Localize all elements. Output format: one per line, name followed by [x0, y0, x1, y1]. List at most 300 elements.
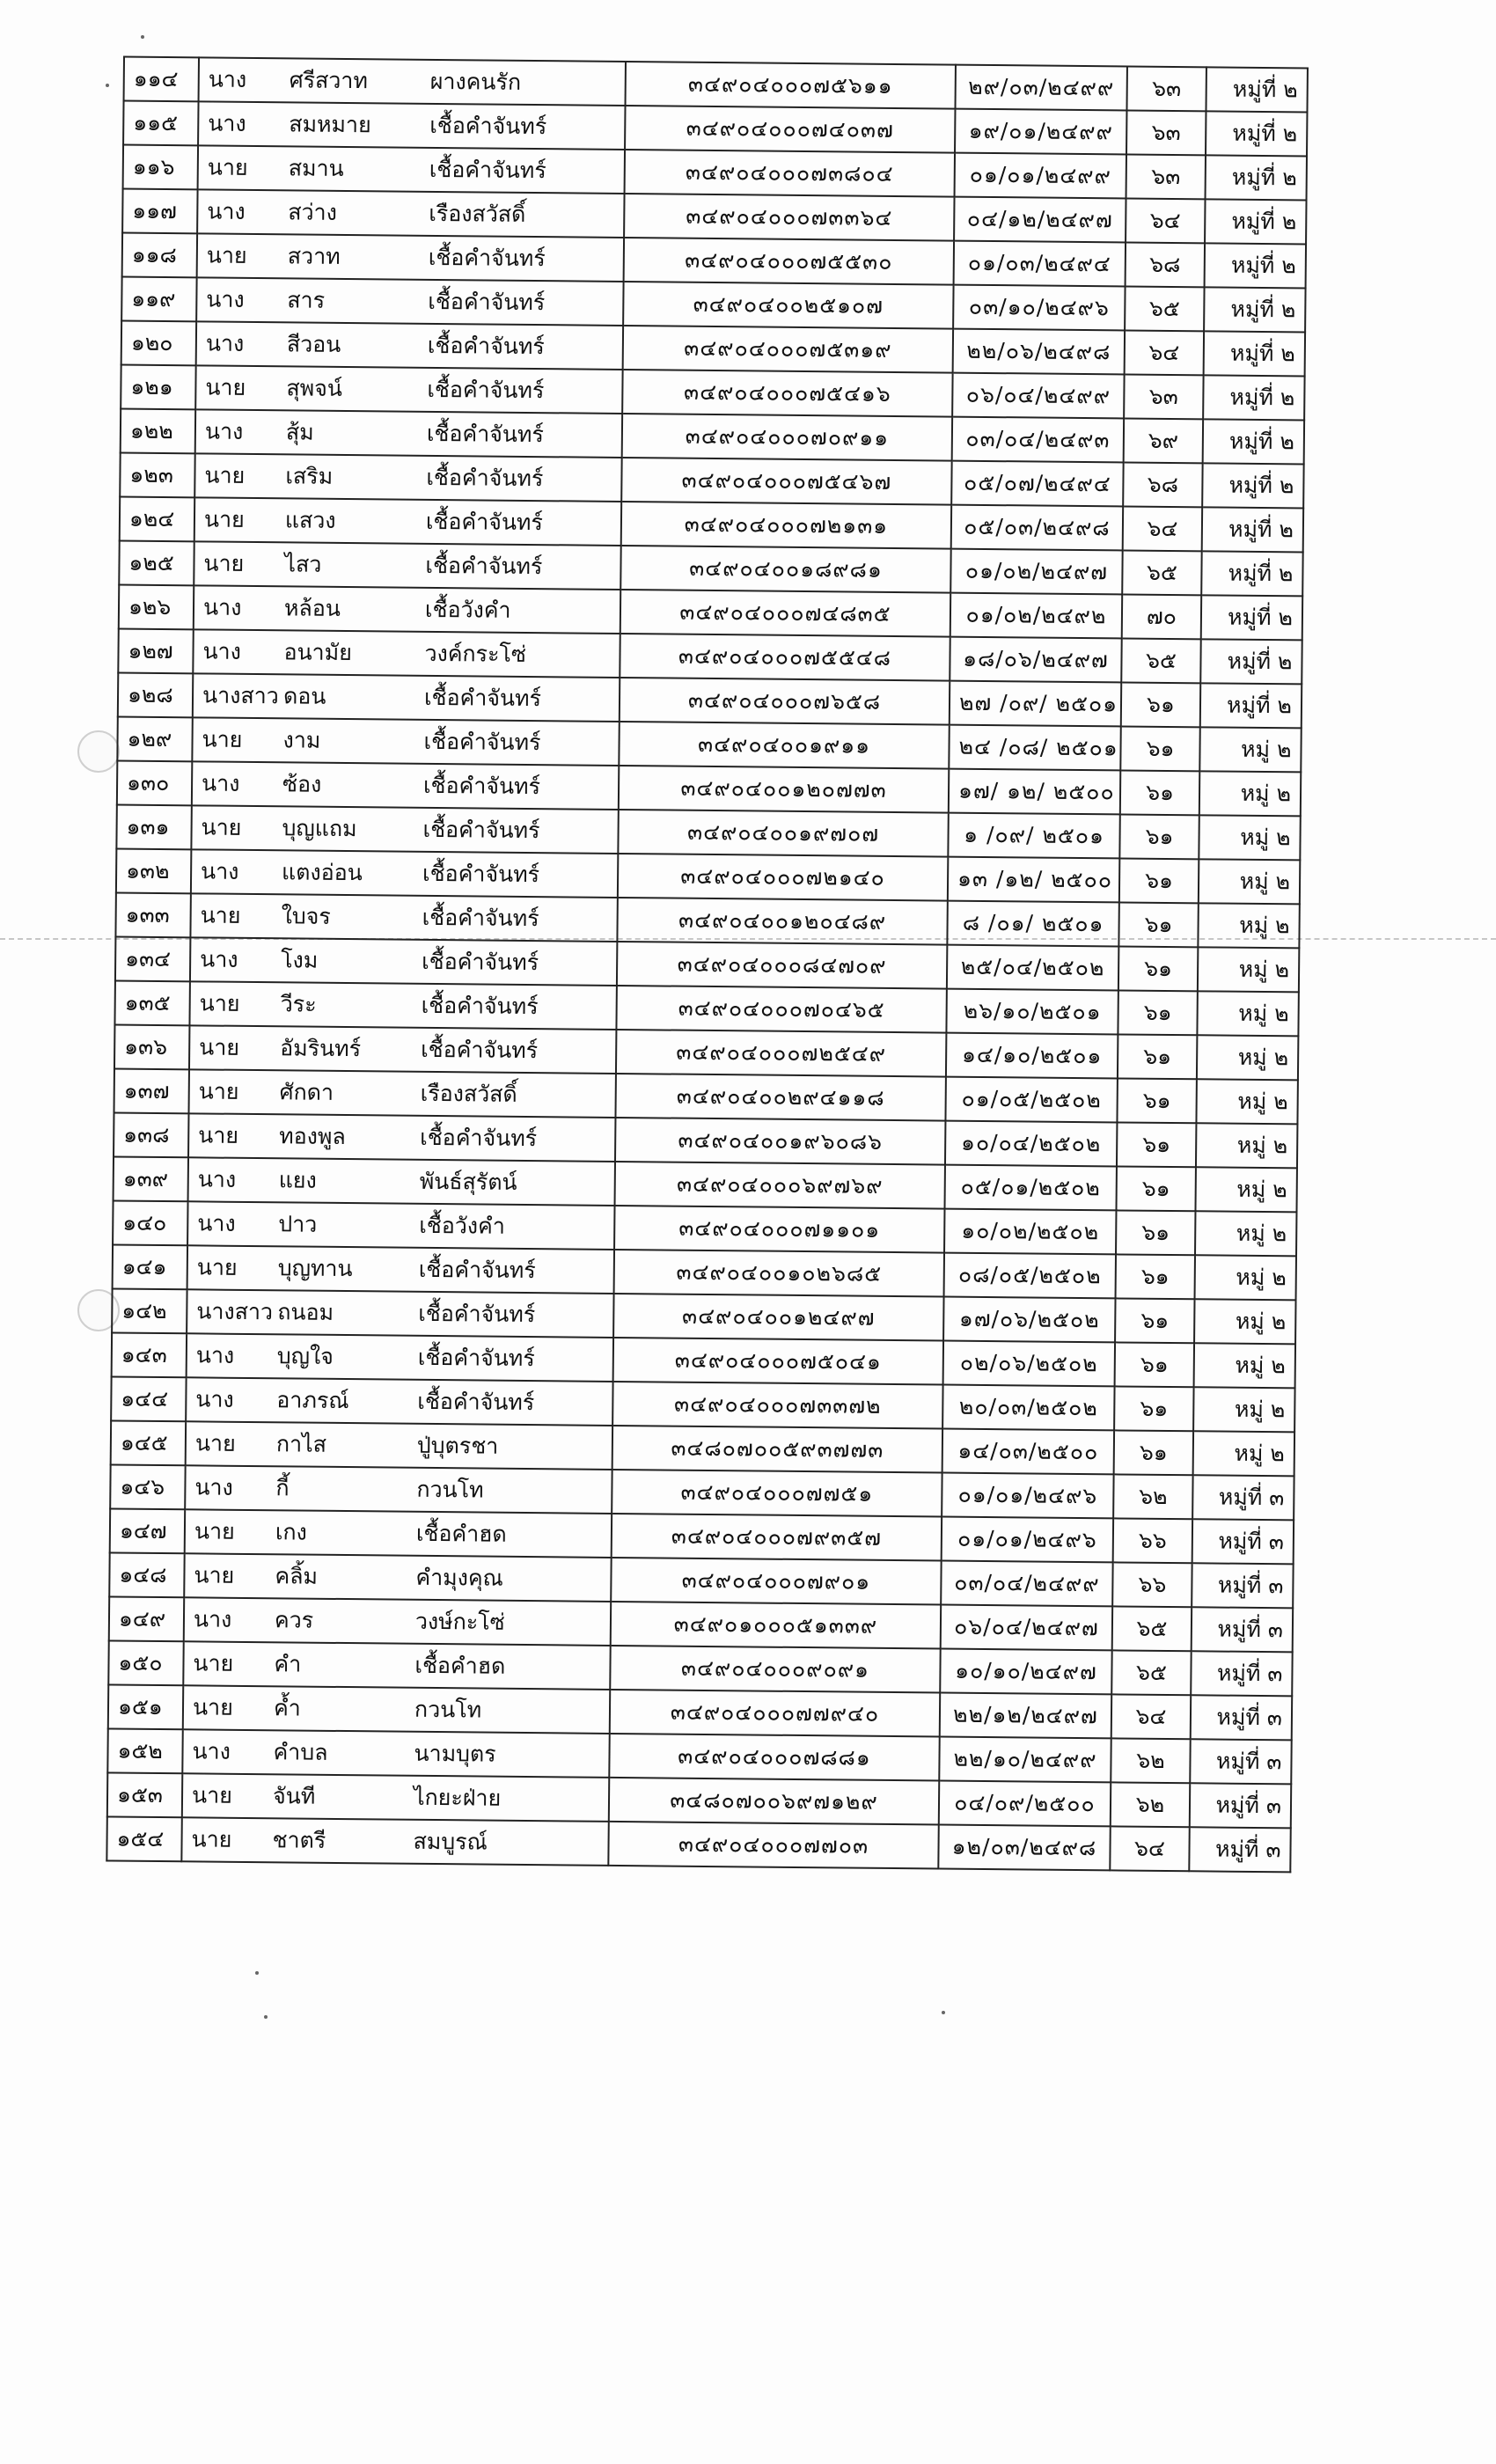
citizen-id: ๓๔๙๐๔๐๐๑๘๙๘๑: [620, 546, 950, 593]
village-number: หมู่ที่ ๒: [1201, 551, 1302, 596]
row-number: ๑๓๐: [117, 761, 192, 806]
village-number: หมู่ที่ ๒: [1203, 419, 1304, 464]
birth-date: ๑๓ /๑๒/ ๒๕๐๐: [948, 857, 1119, 903]
age: ๖๒: [1111, 1782, 1190, 1827]
age: ๖๔: [1125, 330, 1204, 375]
row-number: ๑๔๒: [112, 1288, 187, 1333]
last-name: เชื้อคำจันทร์: [418, 1256, 536, 1284]
name-title: นาย: [194, 1430, 236, 1456]
person-name-cell: [188, 1069, 615, 1118]
village-number: หมู่ที่ ๒: [1206, 111, 1307, 156]
row-number: ๑๕๔: [106, 1816, 181, 1861]
village-number: หมู่ที่ ๓: [1191, 1651, 1292, 1696]
citizen-id: ๓๔๙๐๔๐๐๐๗๕๔๖๗: [621, 458, 951, 505]
age: ๖๕: [1112, 1606, 1192, 1651]
name-title: นาง: [197, 1210, 236, 1236]
last-name: เชื้อคำจันทร์: [421, 1036, 539, 1064]
person-name-cell: [191, 849, 618, 898]
first-name: หล้อน: [283, 595, 341, 621]
name-title: นาย: [204, 462, 246, 488]
age: ๖๑: [1118, 946, 1198, 991]
first-name: เสริม: [285, 463, 334, 489]
row-number: ๑๒๔: [120, 497, 194, 542]
person-name-cell: [192, 761, 619, 810]
birth-date: ๒๒/๑๒/๒๔๙๗: [940, 1693, 1111, 1739]
scan-speck: [106, 84, 109, 87]
name-title: นาง: [195, 1342, 235, 1368]
age: ๖๑: [1117, 1078, 1196, 1123]
age: ๖๑: [1121, 682, 1200, 727]
name-title: นาย: [191, 1826, 232, 1852]
village-number: หมู่ที่ ๒: [1202, 507, 1303, 552]
person-name-cell: [189, 1025, 616, 1074]
age: ๖๑: [1120, 726, 1199, 771]
last-name: เชื้อคำจันทร์: [417, 1344, 535, 1372]
citizen-id: ๓๔๙๐๔๐๐๐๗๒๑๔๐: [618, 854, 948, 901]
last-name: เชื้อคำฮด: [414, 1652, 506, 1679]
name-title: นางสาว: [196, 1298, 274, 1325]
age: ๖๒: [1111, 1738, 1190, 1783]
row-number: ๑๓๑: [116, 805, 191, 850]
name-title: นาย: [198, 1122, 239, 1148]
person-name-cell: [197, 189, 624, 238]
citizen-id: ๓๔๙๐๔๐๐๐๗๔๘๓๕: [620, 590, 950, 637]
name-title: นาง: [207, 198, 246, 224]
village-number: หมู่ ๒: [1195, 1255, 1296, 1300]
village-number: หมู่ที่ ๓: [1192, 1563, 1293, 1608]
name-title: นาง: [201, 858, 239, 884]
village-number: หมู่ ๒: [1195, 1211, 1296, 1256]
citizen-id: ๓๔๙๐๔๐๐๐๗๘๘๑: [609, 1734, 939, 1781]
age: ๖๑: [1119, 858, 1199, 903]
birth-date: ๐๒/๐๖/๒๕๐๒: [943, 1341, 1115, 1387]
name-title: นาย: [199, 990, 240, 1016]
scan-speck: [255, 1971, 259, 1975]
person-name-cell: [189, 981, 616, 1030]
birth-date: ๑๐/๐๒/๒๕๐๒: [944, 1209, 1116, 1255]
person-name-cell: [186, 1377, 612, 1426]
person-name-cell: [190, 937, 617, 986]
first-name: ค้ำ: [273, 1695, 301, 1721]
age: ๖๑: [1116, 1254, 1195, 1299]
row-number: ๑๓๘: [114, 1112, 188, 1157]
last-name: เชื้อคำจันทร์: [427, 376, 545, 404]
person-name-cell: [183, 1685, 610, 1734]
row-number: ๑๔๑: [113, 1244, 187, 1289]
village-number: หมู่ที่ ๓: [1191, 1695, 1292, 1740]
birth-date: ๑ /๐๙/ ๒๕๐๑: [948, 813, 1119, 859]
birth-date: ๘ /๐๑/ ๒๕๐๑: [947, 901, 1118, 947]
name-title: นาง: [202, 594, 242, 620]
row-number: ๑๕๒: [107, 1728, 182, 1773]
age: ๖๖: [1113, 1518, 1192, 1563]
scan-speck: [942, 2011, 945, 2014]
village-number: หมู่ ๒: [1199, 859, 1300, 904]
citizen-id: ๓๔๙๐๔๐๐๐๗๐๙๑๑: [622, 414, 952, 461]
person-name-cell: [194, 453, 621, 502]
birth-date: ๐๓/๑๐/๒๔๙๖: [953, 285, 1125, 331]
person-name-cell: [194, 497, 621, 546]
row-number: ๑๔๔: [111, 1376, 186, 1421]
last-name: วงษ์กะโซ่: [414, 1608, 505, 1635]
person-name-cell: [187, 1289, 613, 1338]
row-number: ๑๓๕: [114, 980, 189, 1025]
last-name: สมบูรณ์: [413, 1828, 488, 1855]
first-name: แสวง: [284, 507, 336, 533]
row-number: ๑๓๓: [115, 893, 190, 938]
person-name-cell: [184, 1553, 611, 1602]
citizen-id: ๓๔๘๐๗๐๐๖๙๗๑๒๙: [609, 1778, 939, 1825]
last-name: เชื้อคำจันทร์: [422, 948, 539, 976]
last-name: เชื้อคำจันทร์: [428, 288, 546, 316]
last-name: เชื้อคำจันทร์: [421, 992, 539, 1020]
birth-date: ๐๕/๐๓/๒๔๙๘: [951, 505, 1123, 551]
birth-date: ๑๐/๑๐/๒๔๙๗: [940, 1649, 1111, 1695]
birth-date: ๐๖/๐๔/๒๔๙๗: [941, 1605, 1112, 1651]
person-name-cell: [193, 629, 620, 678]
age: ๖๑: [1116, 1166, 1195, 1211]
village-number: หมู่ ๒: [1198, 903, 1299, 948]
first-name: แตงอ่อน: [281, 859, 363, 886]
birth-date: ๐๑/๐๑/๒๔๙๖: [942, 1473, 1113, 1519]
citizen-id: ๓๔๙๐๔๐๐๐๗๕๕๓๐: [624, 238, 954, 285]
citizen-id: ๓๔๙๐๔๐๐๒๙๔๑๑๘: [615, 1074, 945, 1121]
name-title: นาง: [197, 1166, 237, 1192]
citizen-id: ๓๔๙๐๔๐๐๐๗๒๕๔๙: [616, 1030, 946, 1077]
person-name-cell: [196, 277, 623, 326]
village-number: หมู่ ๒: [1196, 1079, 1297, 1124]
last-name: พันธ์สุรัตน์: [419, 1168, 517, 1195]
birth-date: ๐๑/๐๕/๒๕๐๒: [945, 1077, 1117, 1123]
citizen-id: ๓๔๙๐๔๐๐๑๙๗๐๗: [618, 810, 948, 857]
first-name: ชาตรี: [272, 1827, 326, 1853]
last-name: เชื้อคำจันทร์: [423, 684, 542, 712]
village-number: หมู่ที่ ๒: [1205, 199, 1306, 244]
birth-date: ๐๖/๐๔/๒๔๙๙: [952, 373, 1124, 419]
birth-date: ๑๗/๐๖/๒๕๐๒: [943, 1297, 1115, 1343]
first-name: กี้: [275, 1475, 290, 1501]
village-number: หมู่ที่ ๓: [1192, 1607, 1293, 1652]
first-name: บุญทาน: [277, 1255, 353, 1282]
first-name: สุ้ม: [285, 419, 314, 445]
first-name: คำบล: [273, 1739, 328, 1765]
row-number: ๑๓๒: [116, 849, 191, 894]
village-number: หมู่ ๒: [1195, 1167, 1296, 1212]
name-title: นาง: [201, 770, 240, 796]
row-number: ๑๒๖: [119, 585, 194, 630]
village-number: หมู่ ๒: [1197, 991, 1298, 1036]
first-name: โงม: [281, 947, 319, 973]
village-number: หมู่ที่ ๒: [1200, 683, 1302, 728]
citizen-id: ๓๔๙๐๔๐๐๒๕๑๐๗: [623, 282, 953, 329]
citizen-id: ๓๔๙๐๔๐๐๐๗๕๖๑๑: [626, 62, 956, 109]
row-number: ๑๒๑: [121, 365, 195, 410]
age: ๖๑: [1116, 1210, 1195, 1255]
name-title: นาง: [202, 638, 242, 664]
birth-date: ๒๖/๑๐/๒๕๐๑: [946, 989, 1118, 1035]
age: ๗๐: [1122, 594, 1201, 639]
last-name: เชื้อคำจันทร์: [428, 244, 546, 272]
row-number: ๑๓๔: [115, 936, 190, 981]
citizen-id: ๓๔๙๐๔๐๐๐๗๗๙๔๐: [610, 1690, 940, 1737]
citizen-id: ๓๔๙๐๔๐๐๐๗๕๔๑๖: [622, 370, 952, 417]
person-name-cell: [184, 1597, 611, 1646]
birth-date: ๐๕/๐๑/๒๕๐๒: [944, 1165, 1116, 1211]
age: ๖๕: [1111, 1650, 1191, 1695]
last-name: เชื้อคำจันทร์: [425, 508, 544, 536]
citizen-id: ๓๔๙๐๔๐๐๐๗๕๐๔๑: [613, 1338, 943, 1385]
name-title: นาง: [206, 286, 245, 312]
row-number: ๑๑๗: [122, 189, 197, 234]
name-title: นาย: [205, 374, 246, 400]
row-number: ๑๔๐: [113, 1200, 187, 1245]
row-number: ๑๓๙: [114, 1156, 188, 1201]
person-name-cell: [188, 1113, 615, 1162]
village-number: หมู่ ๒: [1193, 1387, 1294, 1432]
last-name: เชื้อคำจันทร์: [429, 156, 546, 184]
birth-date: ๑๐/๐๔/๒๕๐๒: [945, 1121, 1117, 1167]
last-name: เรืองสวัสดิ์: [429, 200, 526, 227]
citizen-id: ๓๔๙๐๔๐๐๐๗๔๐๓๗: [625, 106, 955, 153]
age: ๖๔: [1126, 198, 1205, 243]
person-name-cell: [183, 1641, 610, 1690]
citizen-id: ๓๔๙๐๔๐๐๑๒๔๙๗: [613, 1294, 943, 1341]
last-name: เชื้อวังคำ: [424, 596, 511, 623]
last-name: นามบุตร: [414, 1740, 496, 1767]
village-number: หมู่ ๒: [1199, 815, 1300, 860]
punch-hole-upper: [77, 730, 120, 773]
name-title: นาย: [201, 814, 242, 840]
age: ๖๙: [1124, 418, 1203, 463]
person-name-cell: [187, 1245, 614, 1294]
first-name: ถนอม: [277, 1299, 334, 1325]
age: ๖๑: [1120, 770, 1199, 815]
birth-date: ๒๐/๐๓/๒๕๐๒: [942, 1385, 1114, 1431]
citizen-id: ๓๔๙๐๔๐๐๑๙๑๑: [619, 722, 949, 769]
last-name: กวนโท: [414, 1696, 482, 1723]
village-number: หมู่ ๒: [1194, 1299, 1295, 1344]
row-number: ๑๔๖: [110, 1464, 185, 1509]
last-name: เชื้อคำจันทร์: [422, 904, 539, 932]
person-name-cell: [198, 145, 625, 194]
name-title: นาง: [204, 418, 244, 444]
birth-date: ๑๔/๑๐/๒๕๐๑: [946, 1033, 1118, 1079]
age: ๖๘: [1123, 462, 1202, 507]
birth-date: ๒๒/๑๐/๒๔๙๙: [939, 1737, 1111, 1783]
row-number: ๑๔๕: [111, 1420, 186, 1465]
name-title: นาย: [198, 1078, 239, 1104]
first-name: ศักดา: [279, 1079, 334, 1105]
person-name-cell: [193, 673, 620, 722]
village-number: หมู่ที่ ๓: [1189, 1827, 1290, 1872]
row-number: ๑๓๖: [114, 1024, 189, 1069]
roster-table: [106, 56, 1309, 1874]
person-name-cell: [185, 1465, 612, 1514]
citizen-id: ๓๔๙๐๔๐๐๐๗๙๐๑: [611, 1558, 941, 1605]
birth-date: ๐๑/๐๒/๒๔๙๗: [950, 549, 1122, 595]
person-name-cell: [187, 1201, 614, 1250]
age: ๖๒: [1113, 1474, 1192, 1519]
citizen-id: ๓๔๙๐๔๐๐๐๙๐๙๑: [610, 1646, 940, 1693]
person-name-cell: [198, 101, 625, 150]
birth-date: ๐๑/๐๑/๒๔๙๖: [942, 1517, 1113, 1563]
name-title: นาง: [194, 1474, 233, 1500]
citizen-id: ๓๔๙๐๔๐๐๐๘๔๗๐๙: [617, 942, 947, 989]
person-name-cell: [181, 1817, 608, 1866]
row-number: ๑๒๐: [121, 321, 196, 366]
last-name: คำมุงคุณ: [415, 1564, 503, 1591]
name-title: นาง: [200, 946, 238, 972]
row-number: ๑๒๕: [119, 541, 194, 586]
birth-date: ๒๒/๐๖/๒๔๙๘: [953, 329, 1125, 375]
roster-body: [106, 57, 1308, 1873]
citizen-id: ๓๔๙๐๔๐๐๐๗๐๔๖๕: [616, 986, 946, 1033]
row-number: ๑๒๓: [120, 453, 194, 498]
first-name: สาร: [287, 287, 326, 313]
village-number: หมู่ที่ ๓: [1192, 1519, 1294, 1564]
citizen-id: ๓๔๙๐๔๐๐๐๗๑๑๐๑: [614, 1206, 944, 1253]
citizen-id: ๓๔๘๐๗๐๐๕๙๓๗๗๓: [612, 1426, 942, 1473]
name-title: นาย: [194, 1518, 235, 1544]
birth-date: ๐๔/๐๙/๒๕๐๐: [939, 1781, 1111, 1827]
first-name: อนามัย: [283, 639, 352, 666]
citizen-id: ๓๔๙๐๔๐๐๑๐๒๖๘๕: [614, 1250, 944, 1297]
row-number: ๑๔๙: [109, 1596, 184, 1641]
citizen-id: ๓๔๙๐๔๐๐๐๖๙๗๖๙: [615, 1162, 945, 1209]
scan-speck: [141, 35, 144, 39]
person-name-cell: [194, 541, 620, 590]
citizen-id: ๓๔๙๐๔๐๐๐๗๓๓๗๒: [612, 1382, 942, 1429]
row-number: ๑๔๗: [110, 1508, 185, 1553]
last-name: วงค์กระโซ่: [424, 640, 527, 667]
age: ๖๕: [1121, 638, 1200, 683]
name-title: นาย: [200, 902, 241, 928]
age: ๖๑: [1115, 1342, 1194, 1387]
age: ๖๑: [1118, 990, 1197, 1035]
row-number: ๑๑๖: [123, 145, 198, 190]
birth-date: ๐๑/๐๑/๒๔๙๙: [955, 153, 1126, 199]
village-number: หมู่ที่ ๒: [1200, 639, 1302, 684]
age: ๖๑: [1115, 1298, 1194, 1343]
birth-date: ๑๙/๐๑/๒๔๙๙: [955, 109, 1126, 155]
first-name: ควร: [274, 1607, 314, 1633]
village-number: หมู่ที่ ๒: [1206, 155, 1307, 200]
age: ๖๑: [1114, 1430, 1193, 1475]
age: ๖๓: [1126, 66, 1206, 111]
citizen-id: ๓๔๙๐๔๐๐๑๒๐๗๗๓: [619, 766, 949, 813]
birth-date: ๐๘/๐๕/๒๕๐๒: [944, 1253, 1116, 1299]
birth-date: ๑๒/๐๓/๒๔๙๘: [938, 1825, 1110, 1871]
birth-date: ๐๑/๐๒/๒๔๙๒: [950, 593, 1122, 639]
birth-date: ๒๕/๐๔/๒๕๐๒: [947, 945, 1118, 991]
first-name: บุญแถม: [282, 815, 357, 842]
row-number: ๑๒๗: [118, 629, 193, 674]
birth-date: ๐๑/๐๓/๒๔๙๔: [954, 241, 1126, 287]
person-name-cell: [195, 365, 622, 414]
name-title: นาย: [207, 154, 248, 180]
first-name: คำ: [274, 1651, 302, 1677]
village-number: หมู่ ๒: [1196, 1123, 1297, 1168]
first-name: อาภรณ์: [276, 1387, 349, 1414]
last-name: เชื้อคำจันทร์: [418, 1300, 536, 1328]
village-number: หมู่ที่ ๒: [1205, 243, 1306, 288]
row-number: ๑๒๘: [118, 673, 193, 718]
citizen-id: ๓๔๙๐๔๐๐๐๗๒๑๓๑: [621, 502, 951, 549]
age: ๖๑: [1117, 1122, 1196, 1167]
name-title: นาง: [192, 1738, 231, 1764]
first-name: ซ้อง: [282, 771, 322, 797]
first-name: งาม: [282, 727, 321, 753]
first-name: ไสว: [284, 551, 322, 577]
row-number: ๑๑๕: [123, 101, 198, 146]
name-title: นาย: [193, 1650, 234, 1676]
last-name: ปู่บุตรชา: [416, 1432, 499, 1459]
age: ๖๑: [1119, 814, 1199, 859]
first-name: กาไส: [275, 1431, 327, 1457]
person-name-cell: [187, 1333, 613, 1382]
last-name: ผางคนรัก: [429, 68, 522, 95]
person-name-cell: [196, 321, 623, 370]
person-name-cell: [191, 805, 618, 854]
person-name-cell: [195, 409, 622, 458]
first-name: ปาว: [278, 1211, 318, 1237]
birth-date: ๑๘/๐๖/๒๔๙๗: [950, 637, 1121, 683]
person-name-cell: [185, 1509, 612, 1558]
age: ๖๘: [1126, 242, 1205, 287]
last-name: เชื้อวังคำ: [419, 1212, 505, 1239]
birth-date: ๒๔ /๐๘/ ๒๕๐๑: [949, 725, 1120, 771]
name-title: นาย: [192, 1694, 233, 1720]
birth-date: ๐๔/๑๒/๒๔๙๗: [954, 197, 1126, 243]
village-number: หมู่ ๒: [1198, 947, 1299, 992]
village-number: หมู่ที่ ๒: [1202, 463, 1303, 508]
last-name: เชื้อคำจันทร์: [423, 728, 541, 756]
name-title: นาง: [195, 1386, 234, 1412]
village-number: หมู่ที่ ๒: [1201, 595, 1302, 640]
row-number: ๑๔๘: [109, 1552, 184, 1597]
name-title: นาย: [206, 242, 247, 268]
last-name: กวนโท: [416, 1476, 484, 1503]
village-number: หมู่ที่ ๒: [1203, 375, 1304, 420]
citizen-id: ๓๔๙๐๔๐๐๐๗๓๓๖๔: [624, 194, 954, 241]
first-name: อัมรินทร์: [280, 1035, 362, 1062]
first-name: วีระ: [280, 991, 317, 1017]
village-number: หมู่ ๒: [1197, 1035, 1298, 1080]
last-name: เชื้อคำจันทร์: [425, 552, 543, 580]
citizen-id: ๓๔๙๐๔๐๐๐๗๕๕๔๘: [620, 634, 950, 681]
last-name: เชื้อคำฮด: [415, 1520, 507, 1547]
citizen-id: ๓๔๙๐๑๐๐๐๕๑๓๓๙: [611, 1602, 941, 1649]
birth-date: ๒๙/๐๓/๒๔๙๙: [955, 65, 1126, 111]
first-name: ดอน: [282, 683, 326, 709]
name-title: นาย: [203, 506, 245, 532]
last-name: เชื้อคำจันทร์: [426, 464, 544, 492]
citizen-id: ๓๔๙๐๔๐๐๐๗๓๘๐๔: [625, 150, 955, 197]
village-number: หมู่ที่ ๓: [1190, 1739, 1291, 1784]
birth-date: ๑๗/ ๑๒/ ๒๕๐๐: [949, 769, 1120, 815]
village-number: หมู่ ๒: [1199, 727, 1301, 772]
citizen-id: ๓๔๙๐๔๐๐๑๒๐๔๘๙: [617, 898, 947, 945]
last-name: เชื้อคำจันทร์: [420, 1124, 538, 1152]
person-name-cell: [186, 1421, 612, 1470]
citizen-id: ๓๔๙๐๔๐๐๐๗๖๕๘: [620, 678, 950, 725]
person-name-cell: [197, 233, 624, 282]
age: ๖๓: [1126, 154, 1206, 199]
first-name: สมหมาย: [289, 111, 371, 138]
age: ๖๔: [1111, 1694, 1191, 1739]
village-number: หมู่ที่ ๓: [1192, 1475, 1294, 1520]
last-name: ไกยะฝ่าย: [413, 1784, 502, 1811]
